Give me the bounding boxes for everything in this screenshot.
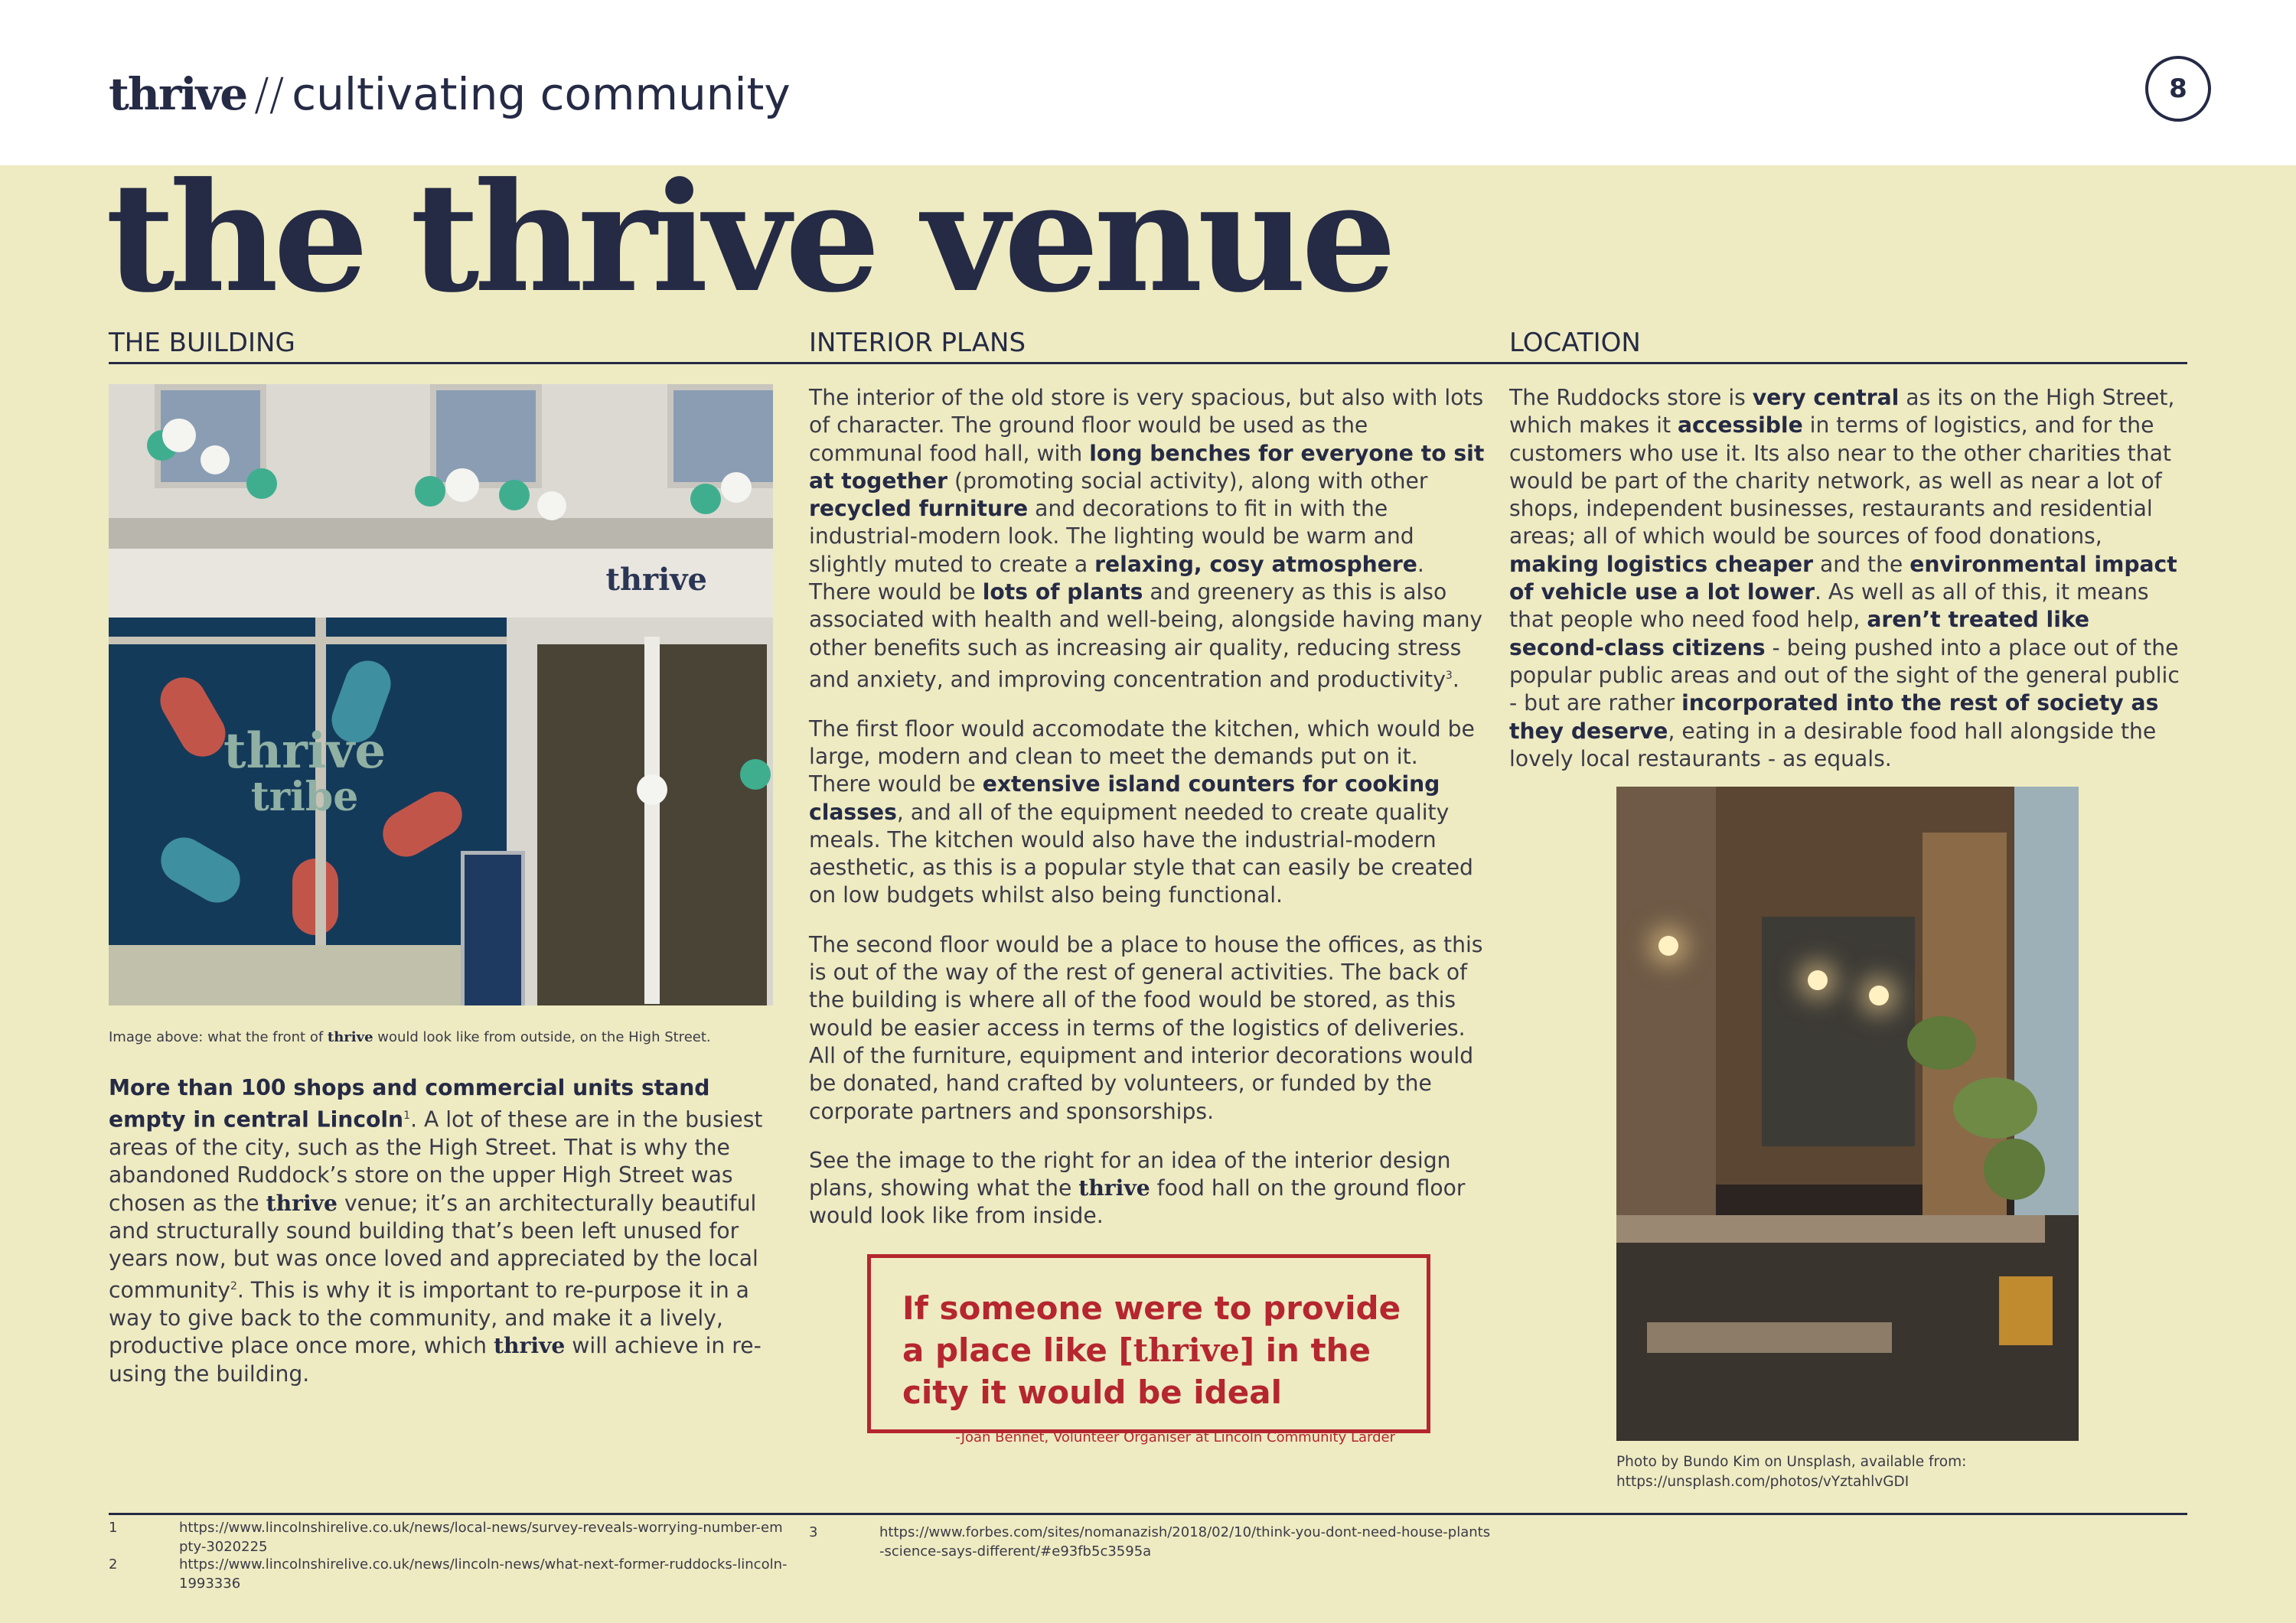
bold-text: accessible — [1677, 412, 1803, 438]
column-interior — [809, 325, 1486, 1252]
window-logo — [223, 722, 386, 820]
interior-paragraph-3: The second floor would be a place to house the offices, as this is out of the way of the rest of general activities. The back of the building is where all of the food would be stored, as this would be easier access in terms of the logistics of deliveries. All of the furniture, equipment and interior decorations would be donated, hand crafted by volunteers, or funded by the corporate partners and sponsorships. — [809, 931, 1483, 1124]
cafe-mirror — [1762, 917, 1915, 1146]
a-board-sign — [461, 851, 525, 1005]
footnote-3 — [809, 1523, 1491, 1561]
footnote-2 — [109, 1555, 788, 1593]
body-text: . This is why it is important to re-purpose it in a way to give back to the community, and make it a lively, productive place once more, which — [109, 1277, 749, 1359]
body-text: and the — [1813, 551, 1910, 577]
body-text: See the image to the right for an idea of the interior design plans, showing what the — [809, 1147, 1451, 1201]
body-text: , and all of the equipment needed to create quality meals. The kitchen would also have the industrial-modern aesthetic, as this is a popular style that can easily be created on low budgets whilst also being functional. — [809, 799, 1473, 908]
window-mullion — [109, 637, 507, 644]
body-text: will achieve in re-using the building. — [109, 1333, 762, 1387]
bold-text: aren’t treated like second-class citizens — [1509, 607, 2089, 660]
pendant-lamp — [1869, 986, 1889, 1005]
bold-text: environmental impact of vehicle use a lot lower — [1509, 551, 2177, 605]
balloon — [246, 468, 277, 499]
body-text: food hall on the ground floor would look like from inside. — [809, 1175, 1466, 1229]
image-caption — [109, 1028, 778, 1047]
bold-text: incorporated into the rest of society as they deserve — [1509, 690, 2159, 744]
body-text: The interior of the old store is very spacious, but also with lots of character. The ground floor would be used as the communal food hall, with — [809, 385, 1484, 466]
balloon — [445, 468, 479, 502]
pull-quote — [867, 1254, 1430, 1445]
interior-paragraph-4 — [809, 1147, 1486, 1230]
entrance-pillar — [644, 637, 660, 1004]
bold-text: relaxing, cosy atmosphere — [1094, 551, 1417, 577]
bold-text: extensive island counters for cooking classes — [809, 771, 1440, 825]
pendant-lamp — [1808, 970, 1828, 990]
interior-paragraph-1 — [809, 384, 1486, 694]
caption-text: Image above: what the front of — [109, 1029, 328, 1045]
brand-inline: thrive — [493, 1333, 566, 1359]
plant — [1907, 1016, 1976, 1070]
page-title: the thrive venue — [106, 150, 1391, 326]
quote-text — [902, 1287, 1407, 1413]
store-sign-text: thrive — [605, 562, 707, 598]
balloon — [162, 419, 196, 452]
bold-text: very central — [1752, 385, 1900, 410]
footnote-1 — [109, 1518, 782, 1556]
heading-location: LOCATION — [1509, 325, 2187, 364]
bold-text: More than 100 shops and commercial units stand empty in central Lincoln — [109, 1075, 710, 1133]
window-logo-line1: thrive — [223, 722, 386, 780]
body-text: (promoting social activity), along with other — [947, 468, 1428, 494]
body-text: as its on the High Street, which makes it — [1509, 385, 2175, 438]
balloon — [690, 484, 721, 514]
thrive-logo: thrive — [109, 68, 247, 120]
balloon — [537, 491, 566, 520]
column-building — [109, 325, 778, 1410]
footnote-ref: 1 — [403, 1110, 411, 1123]
body-text: venue; it’s an architecturally beautiful and structurally sound building that’s been left unused for years now, but was once loved and appreciated by the local community — [109, 1190, 758, 1303]
window-base — [109, 945, 522, 1005]
column-location — [1509, 325, 2187, 794]
footnote-ref: 2 — [230, 1280, 237, 1293]
window-logo-line2: tribe — [250, 774, 359, 820]
quote-attribution: -Joan Bennet, Volunteer Organiser at Lincoln Community Larder — [955, 1429, 1395, 1445]
photo-credit: Photo by Bundo Kim on Unsplash, available from: https://unsplash.com/photos/vYztahlvGDI — [1616, 1454, 1967, 1490]
body-text: - being pushed into a place out of the popular public areas and out of the sight of the general public - but are rather — [1509, 634, 2180, 716]
heading-building: THE BUILDING — [109, 325, 810, 364]
cafe-table — [1647, 1322, 1892, 1353]
footnote-link[interactable]: https://www.lincolnshirelive.co.uk/news/local-news/survey-reveals-worrying-number-empty-3020225 — [179, 1520, 783, 1555]
body-text: in terms of logistics, and for the customers who use it. Its also near to the other charities that would be part of the charity network, as well as near a lot of shops, independent businesses, restaurants and residential areas; all of which would be sources of food donations, — [1509, 412, 2171, 549]
upper-window — [667, 384, 773, 488]
building-paragraph — [109, 1074, 778, 1388]
caption-text: would look like from outside, on the High Street. — [373, 1029, 711, 1045]
yellow-chair — [1999, 1276, 2053, 1345]
footnote-number: 3 — [809, 1524, 818, 1540]
body-text: , eating in a desirable food hall alongside the lovely local restaurants - as equals. — [1509, 718, 2157, 771]
storefront-image — [109, 384, 773, 1005]
page-number: 8 — [2145, 56, 2211, 122]
footnote-number: 2 — [109, 1556, 118, 1572]
footnote-rule — [109, 1513, 2187, 1515]
bold-text: recycled furniture — [809, 496, 1029, 522]
pendant-lamp — [1658, 936, 1678, 956]
balloon — [740, 759, 771, 790]
body-text: and greenery as this is also associated with health and well-being, alongside having many other benefits such as increasing air quality, reducing stress and anxiety, and improving concentration and productivity — [809, 579, 1483, 693]
cafe-table — [1616, 1215, 2045, 1243]
quote-brand: thrive — [1133, 1331, 1240, 1369]
body-text: . There would be — [809, 551, 1424, 605]
body-text: The Ruddocks store is — [1509, 385, 1753, 410]
body-text: . — [1452, 666, 1459, 693]
quote-part: If someone were to provide a place like [ — [902, 1289, 1401, 1369]
balloon — [499, 480, 530, 510]
interior-paragraph-2 — [809, 715, 1486, 910]
balloon — [415, 476, 445, 507]
header-brand — [109, 67, 791, 121]
body-text: The first floor would accomodate the kitchen, which would be large, modern and clean to meet the demands put on it. There would be — [809, 715, 1475, 797]
body-text: . As well as all of this, it means that people who need food help, — [1509, 579, 2149, 633]
plant — [1984, 1139, 2045, 1200]
location-paragraph — [1509, 384, 2187, 773]
body-text: and decorations to fit in with the industrial-modern look. The lighting would be warm and slightly muted to create a — [809, 496, 1414, 577]
header-tagline: cultivating community — [292, 68, 791, 120]
upper-window — [430, 384, 542, 488]
footnote-link[interactable]: https://www.lincolnshirelive.co.uk/news/lincoln-news/what-next-former-ruddocks-lincoln-1993336 — [179, 1556, 788, 1592]
quote-part: ] in the city it would be ideal — [902, 1331, 1371, 1411]
window-ledge — [109, 518, 773, 549]
bold-text: long benches for everyone to sit at together — [809, 440, 1485, 494]
bold-text: lots of plants — [982, 579, 1143, 605]
balloon — [637, 774, 667, 805]
footnote-number: 1 — [109, 1520, 118, 1536]
balloon — [201, 445, 230, 474]
brand-inline: thrive — [266, 1190, 338, 1216]
caption-brand: thrive — [327, 1029, 373, 1045]
cafe-panel — [1616, 787, 1716, 1215]
balloon — [721, 472, 752, 503]
plant — [1953, 1077, 2037, 1139]
bold-text: making logistics cheaper — [1509, 551, 1814, 577]
header-separator: // — [254, 68, 285, 120]
footnote-ref: 3 — [1445, 669, 1453, 682]
heading-interior: INTERIOR PLANS — [809, 325, 1510, 364]
brand-inline: thrive — [1078, 1175, 1150, 1201]
footnote-link[interactable]: https://www.forbes.com/sites/nomanazish/2018/02/10/think-you-dont-need-house-plants-science-says-different/#e93fb5c3595a — [879, 1524, 1491, 1559]
interior-photo — [1616, 787, 2079, 1441]
body-text: . A lot of these are in the busiest areas of the city, such as the High Street. That is why the abandoned Ruddock’s store on the upper High Street was chosen as the — [109, 1106, 763, 1216]
